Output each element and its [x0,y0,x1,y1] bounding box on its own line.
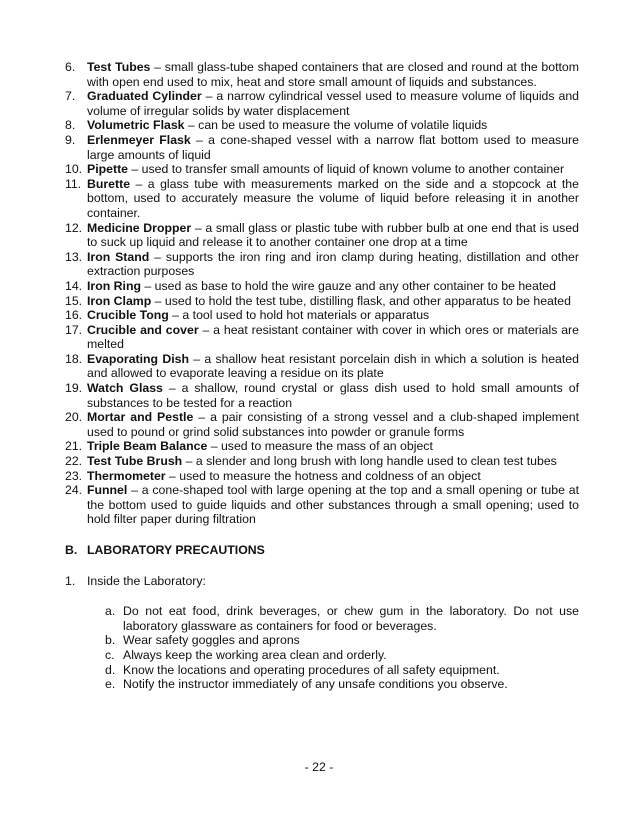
item-number: 17. [65,322,83,337]
item-term: Crucible Tong [87,308,169,323]
section-title: LABORATORY PRECAUTIONS [87,543,265,557]
list-item [65,177,579,221]
item-text [87,410,579,439]
list-item [65,60,579,89]
item-term: Watch Glass [87,381,163,396]
item-description: – a tool used to hold hot materials or apparatus [168,308,430,323]
subsection-heading [65,574,579,589]
subsection-title: Inside the Laboratory: [87,573,206,588]
item-term: Volumetric Flask [87,118,185,133]
list-item [65,162,579,177]
precaution-text: Know the locations and operating procedures of all safety equipment. [123,662,500,677]
item-number: 16. [65,308,83,323]
list-item [65,308,579,323]
item-description: – a narrow cylindrical vessel used to measure volume of liquids and volume of irregular solids by water displacement [87,89,579,118]
precaution-letter: e. [105,677,116,692]
item-term: Medicine Dropper [87,220,192,235]
list-item [65,454,579,469]
item-text [87,308,579,323]
precaution-text: Notify the instructor immediately of any unsafe conditions you observe. [123,677,508,692]
item-term: Iron Clamp [87,293,152,308]
item-text [87,469,579,484]
item-text [87,221,579,250]
item-text [87,352,579,381]
list-item [65,352,579,381]
precaution-text: Wear safety goggles and aprons [123,633,300,648]
list-item [65,483,579,527]
item-number: 19. [65,381,83,396]
list-item [65,469,579,484]
item-term: Erlenmeyer Flask [87,132,191,147]
list-item [65,279,579,294]
item-text [87,323,579,352]
precaution-text: Do not eat food, drink beverages, or chew gum in the laboratory. Do not use laboratory glassware as containers for food or beverages. [123,604,579,633]
item-number: 6. [65,60,76,74]
item-term: Crucible and cover [87,322,199,337]
item-description: – supports the iron ring and iron clamp during heating, distillation and other extraction purposes [87,249,579,279]
item-text [87,279,579,294]
item-number: 20. [65,410,83,425]
item-term: Thermometer [87,468,166,483]
item-term: Burette [87,176,131,191]
list-item [65,294,579,309]
list-item [65,118,579,133]
list-item [65,250,579,279]
item-number: 15. [65,293,83,308]
item-description: – can be used to measure the volume of volatile liquids [184,118,488,133]
item-description: – used to measure the hotness and coldness of an object [165,468,481,483]
item-text [87,60,579,89]
item-number: 8. [65,118,76,133]
section-letter: B. [65,543,78,557]
precaution-item [105,663,579,678]
item-description: – a shallow, round crystal or glass dish used to hold small amounts of substances to be tested for a reaction [87,381,580,410]
item-description: – a shallow heat resistant porcelain dish in which a solution is heated and allowed to evaporate leaving a residue on its plate [87,351,579,381]
item-term: Test Tube Brush [87,454,183,469]
precaution-item [105,648,579,663]
precaution-letter: a. [105,604,116,619]
item-text [87,162,579,177]
equipment-list [65,60,579,527]
item-number: 12. [65,220,83,235]
item-term: Iron Ring [87,278,141,293]
page-content [65,60,579,692]
precaution-item [105,677,579,692]
item-description: – used to transfer small amounts of liquid of known volume to another container [128,162,565,177]
item-term: Iron Stand [87,249,150,264]
item-number: 11. [65,176,82,191]
precaution-letter: d. [105,662,116,677]
item-description: – a pair consisting of a strong vessel and a club-shaped implement used to pound or grind solid substances into powder or granule forms [87,410,579,439]
item-text [87,250,579,279]
item-term: Evaporating Dish [87,351,189,366]
list-item [65,381,579,410]
list-item [65,89,579,118]
item-number: 23. [65,468,83,483]
item-term: Test Tubes [87,60,151,74]
subsection-number: 1. [65,573,76,588]
item-text [87,133,579,162]
item-description: – used to measure the mass of an object [207,439,433,454]
item-number: 9. [65,132,76,147]
section-heading [65,543,579,558]
item-text [87,89,579,118]
precautions-list [105,604,579,692]
item-term: Mortar and Pestle [87,410,194,425]
item-description: – used as base to hold the wire gauze and any other container to be heated [140,278,556,293]
item-description: – a heat resistant container with cover in which ores or materials are melted [87,322,579,352]
item-text [87,439,579,454]
item-text [87,118,579,133]
item-number: 14. [65,278,83,293]
page-number: - 22 - [304,760,334,774]
item-term: Graduated Cylinder [87,89,202,104]
item-term: Funnel [87,483,128,498]
item-description: – a slender and long brush with long handle used to clean test tubes [182,454,557,469]
item-text [87,294,579,309]
list-item [65,410,579,439]
item-description: – a cone-shaped vessel with a narrow flat bottom used to measure large amounts of liquid [87,132,579,162]
item-term: Pipette [87,162,128,177]
item-number: 21. [65,439,83,454]
list-item [65,221,579,250]
item-number: 13. [65,249,83,264]
item-term: Triple Beam Balance [87,439,208,454]
list-item [65,323,579,352]
item-description: – used to hold the test tube, distilling flask, and other apparatus to be heated [151,293,571,308]
item-number: 10. [65,162,83,177]
item-text [87,483,579,527]
item-number: 24. [65,483,83,498]
precaution-text: Always keep the working area clean and orderly. [123,647,387,662]
precaution-item [105,604,579,633]
item-text [87,381,579,410]
precaution-letter: b. [105,633,116,648]
item-description: – small glass-tube shaped containers that are closed and round at the bottom with open end used to mix, heat and store small amount of liquids and substances. [87,60,579,89]
list-item [65,133,579,162]
item-text [87,177,579,221]
item-number: 22. [65,454,83,469]
item-description: – a small glass or plastic tube with rubber bulb at one end that is used to suck up liquid and release it to another container one drop at a time [87,220,579,250]
precaution-letter: c. [105,647,115,662]
item-number: 7. [65,89,76,104]
item-number: 18. [65,351,83,366]
item-text [87,454,579,469]
list-item [65,439,579,454]
precaution-item [105,633,579,648]
item-description: – a cone-shaped tool with large opening at the top and a small opening or tube at the bottom used to guide liquids and other substances through a small opening; used to hold filter paper during filtration [87,483,579,527]
item-description: – a glass tube with measurements marked on the side and a stopcock at the bottom, used to accurately measure the volume of liquid before releasing it in another container. [87,176,579,220]
